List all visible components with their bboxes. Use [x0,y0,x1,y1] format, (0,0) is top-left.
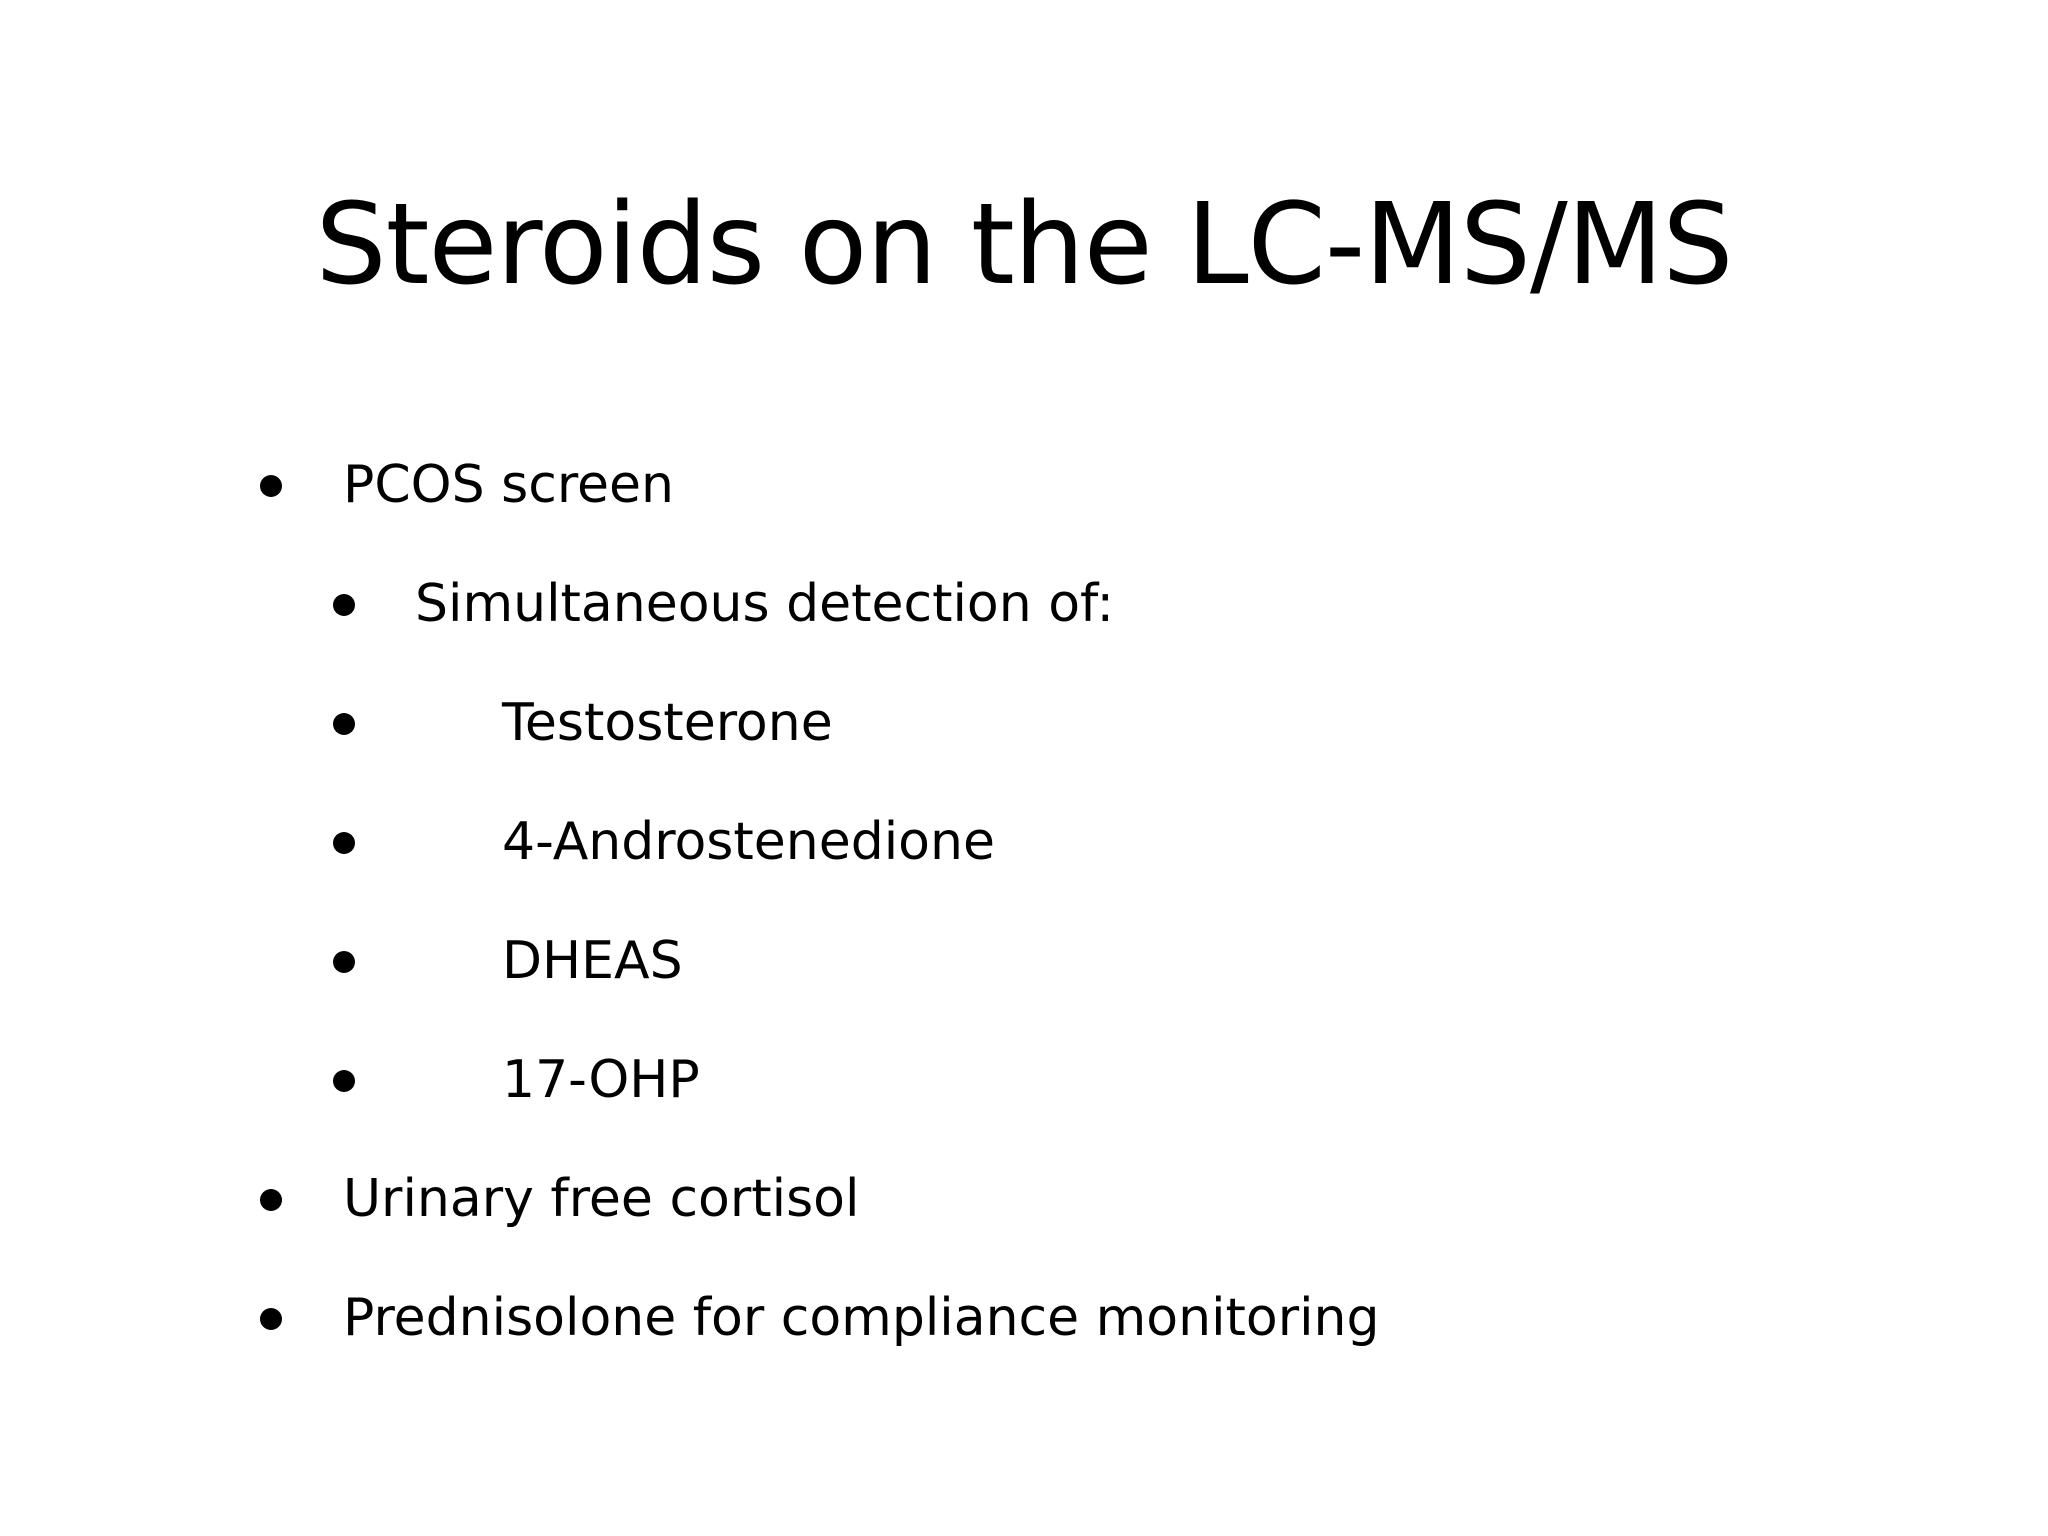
bullet-text: PCOS screen [343,455,674,515]
bullet-dot-icon [333,713,355,735]
bullet-text: Urinary free cortisol [343,1169,860,1229]
bullet-dot-icon [333,594,355,616]
bullet-text: DHEAS [502,931,683,991]
bullet-dot-icon [333,1070,355,1092]
bullet-dot-icon [260,1189,282,1211]
bullet-dot-icon [333,832,355,854]
bullet-text: 17-OHP [502,1050,700,1110]
bullet-text: Simultaneous detection of: [415,574,1115,634]
bullet-text: 4-Androstenedione [502,812,995,872]
bullet-dot-icon [260,475,282,497]
slide-title: Steroids on the LC-MS/MS [315,180,1733,310]
bullet-text: Prednisolone for compliance monitoring [343,1288,1380,1348]
bullet-text: Testosterone [502,693,833,753]
bullet-dot-icon [260,1308,282,1330]
bullet-dot-icon [333,951,355,973]
